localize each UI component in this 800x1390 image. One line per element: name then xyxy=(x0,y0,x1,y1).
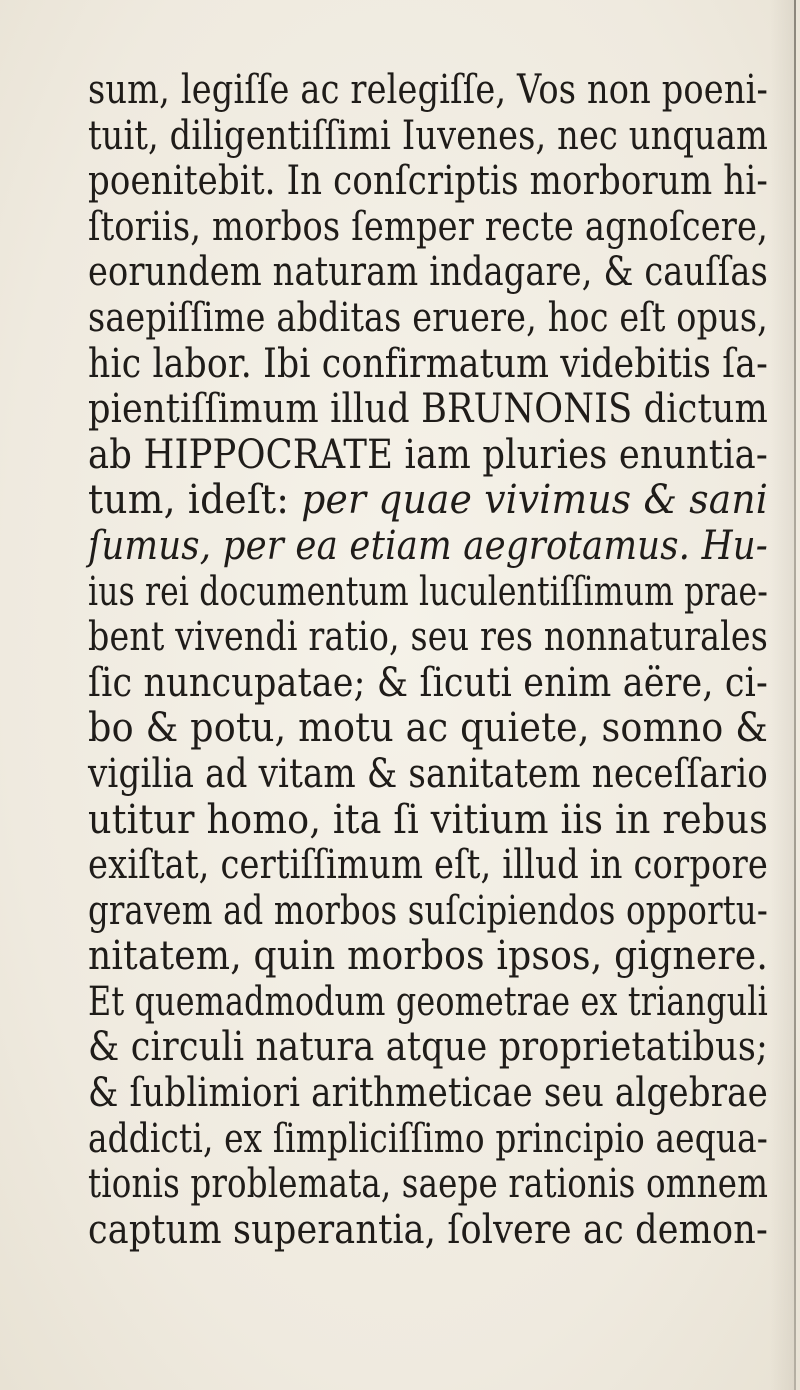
text-line-7: hic labor. Ibi confirmatum videbitis ſa- xyxy=(88,340,768,387)
page-edge-line xyxy=(794,0,796,1390)
body-text xyxy=(88,68,768,1253)
text-line-11 xyxy=(88,522,768,570)
text-line-4: ſtoriis, morbos ſemper recte agnoſcere, xyxy=(88,203,768,250)
text-line-1: sum, legiſſe ac relegiſſe, Vos non poeni- xyxy=(88,67,769,113)
text-line-2: tuit, diligentiſſimi Iuvenes, nec unquam xyxy=(88,112,769,159)
text-line-21: Et quemadmodum geometrae ex trianguli xyxy=(88,978,768,1025)
text-line-10-roman: tum, ideſt: xyxy=(88,477,290,524)
text-line-8: pientiſſimum illud BRUNONIS dictum xyxy=(88,386,769,433)
text-line-20: nitatem, quin morbos ipsos, gignere. xyxy=(88,933,769,980)
text-line-15: bo & potu, motu ac quiete, somno & xyxy=(88,705,768,752)
page-gutter-shadow xyxy=(770,0,794,1390)
text-line-22: & circuli natura atque proprietatibus; xyxy=(88,1024,769,1071)
text-line-9: ab HIPPOCRATE iam pluries enuntia- xyxy=(88,431,768,478)
text-line-24: addicti, ex ſimpliciſſimo principio aequa- xyxy=(88,1115,768,1162)
text-line-19: gravem ad morbos suſcipiendos opportu- xyxy=(88,887,768,934)
text-line-14: ſic nuncupatae; & ſicuti enim aëre, ci- xyxy=(88,659,768,706)
text-line-5: eorundem naturam indagare, & cauſſas xyxy=(88,249,769,296)
text-line-25: tionis problemata, saepe rationis omnem xyxy=(88,1161,769,1208)
italic-quote: per quae vivimus & sani xyxy=(301,477,769,524)
text-line-23: & ſublimiori arithmeticae seu algebrae xyxy=(88,1070,768,1117)
text-line-16: vigilia ad vitam & sanitatem neceſſario xyxy=(88,750,768,797)
text-line-6: saepiſſime abditas eruere, hoc eſt opus, xyxy=(88,294,768,341)
text-line-26: captum superantia, ſolvere ac demon- xyxy=(88,1206,769,1253)
text-line-10 xyxy=(88,477,769,524)
text-line-12: ius rei documentum luculentiſſimum prae- xyxy=(88,568,768,615)
text-line-13: bent vivendi ratio, seu res nonnaturales xyxy=(88,614,769,661)
text-line-17: utitur homo, ita ſi vitium iis in rebus xyxy=(88,796,769,843)
text-line-18: exiſtat, certiſſimum eſt, illud in corpore xyxy=(88,842,769,889)
text-line-3: poenitebit. In conſcriptis morborum hi- xyxy=(88,158,769,205)
text-line-11-text: ſumus, per ea etiam aegrotamus. Hu- xyxy=(88,522,768,569)
